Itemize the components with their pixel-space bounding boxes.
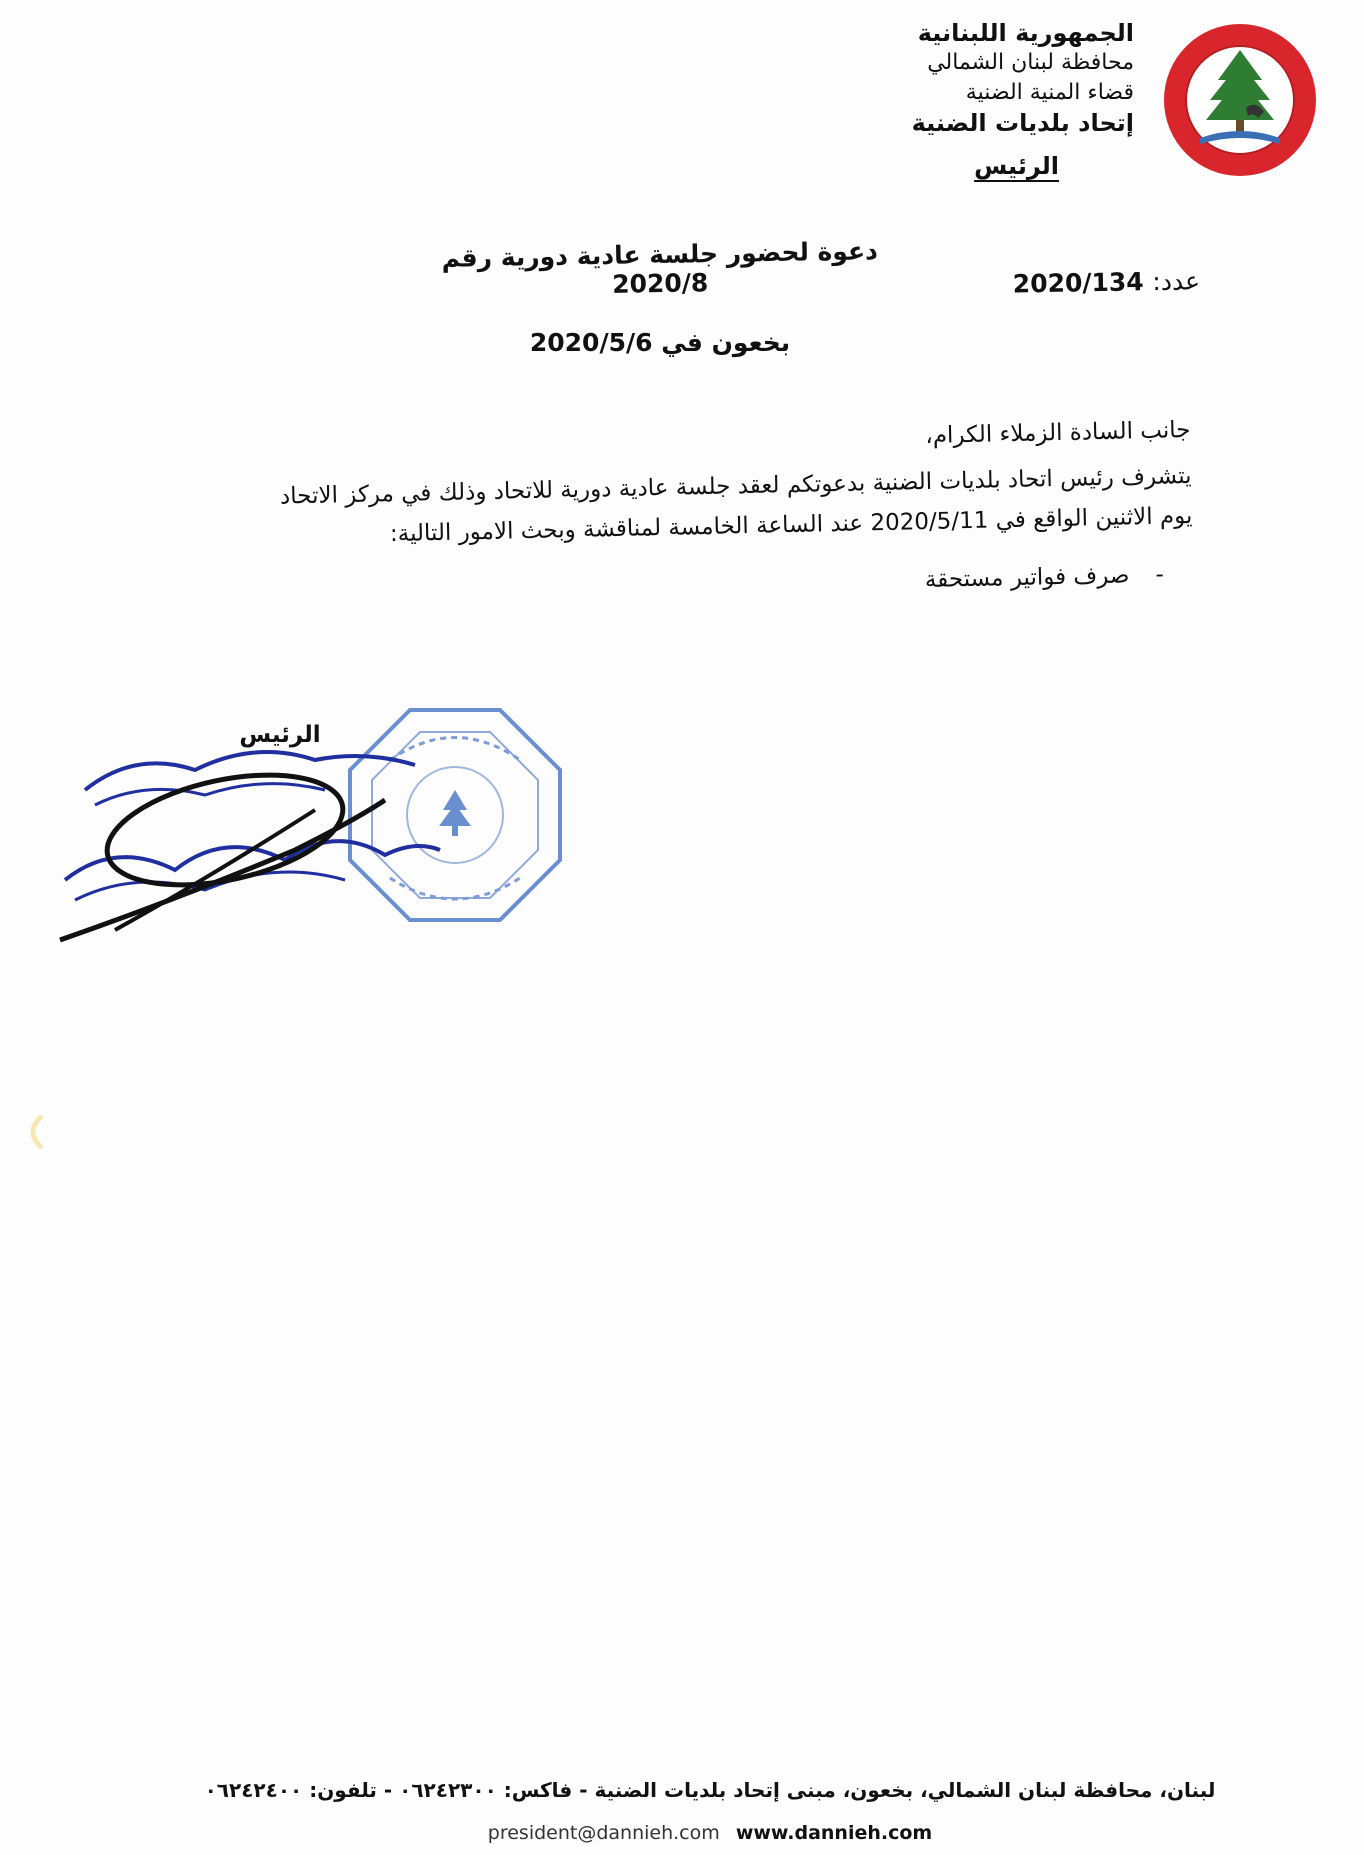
- governorate-name: محافظة لبنان الشمالي: [927, 50, 1134, 75]
- letter-subject: دعوة لحضور جلسة عادية دورية رقم 2020/8: [441, 236, 879, 299]
- body-line-2: يوم الاثنين الواقع في 2020/5/11 عند الساعة الخامسة لمناقشة وبحث الامور التالية:: [389, 502, 1193, 548]
- union-logo: [1160, 20, 1320, 180]
- body-line-1: يتشرف رئيس اتحاد بلديات الضنية بدعوتكم لعقد جلسة عادية دورية للاتحاد وذلك في مركز الاتحاد: [279, 462, 1192, 510]
- agenda-list: [164, 554, 1195, 617]
- footer-website[interactable]: www.dannieh.com: [735, 1822, 933, 1844]
- signature-title: الرئيس: [239, 722, 321, 748]
- union-name: إتحاد بلديات الضنية: [911, 109, 1134, 137]
- header-president: الرئيس: [974, 152, 1059, 180]
- paper-mark: [20, 1112, 50, 1152]
- reference-value: 2020/134: [1012, 267, 1144, 299]
- handwritten-signature: [55, 730, 455, 980]
- place-date: بخعون في 2020/5/6: [529, 328, 791, 357]
- footer-address: لبنان، محافظة لبنان الشمالي، بخعون، مبنى إتحاد بلديات الضنية - فاكس: ٠٦٢٤٢٣٠٠ - تلفون: ٠٦٢٤٢٤٠٠: [204, 1778, 1216, 1802]
- agenda-item: - صرف فواتير مستحقة: [164, 555, 1165, 618]
- greeting: جانب السادة الزملاء الكرام،: [925, 416, 1191, 450]
- reference-number: [1000, 266, 1200, 298]
- district-name: قضاء المنية الضنية: [965, 80, 1134, 105]
- letter-body: [160, 410, 1194, 617]
- reference-label: عدد:: [1152, 266, 1201, 297]
- country-name: الجمهورية اللبنانية: [917, 19, 1134, 47]
- footer-contact: [400, 1822, 1020, 1844]
- letterhead: [814, 18, 1134, 180]
- footer-email[interactable]: president@dannieh.com: [487, 1822, 720, 1844]
